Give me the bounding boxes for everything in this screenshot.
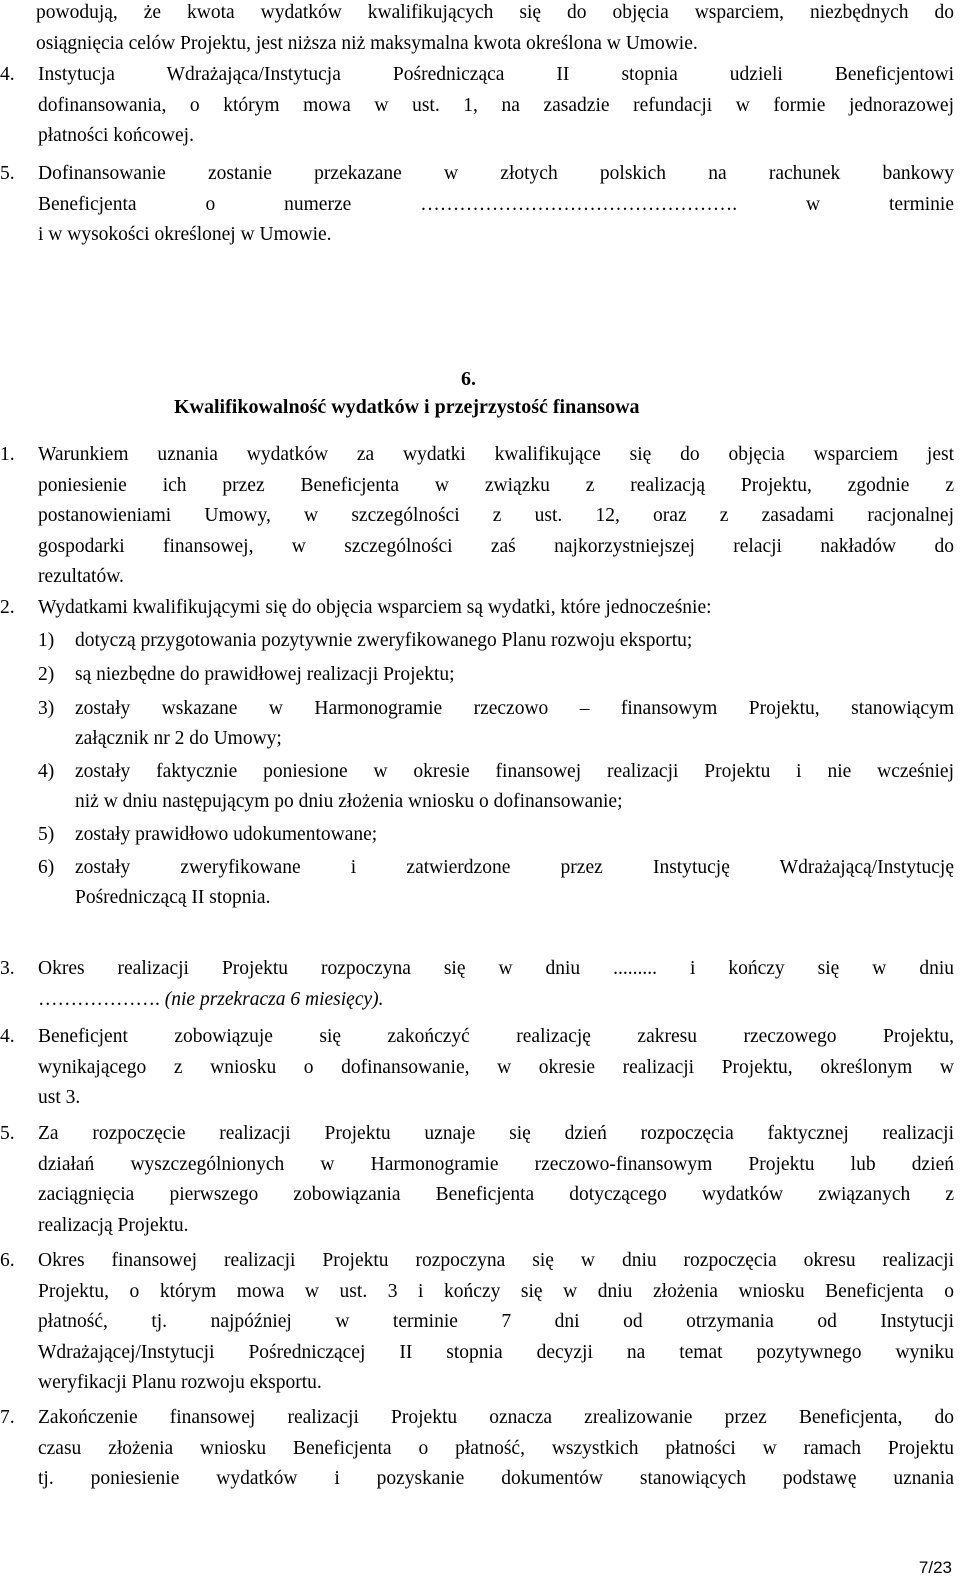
text-line: zostały faktycznie poniesione w okresie finansowej realizacji Projektu i nie wcześniej bbox=[75, 761, 954, 782]
text-line: rezultatów. bbox=[38, 566, 124, 587]
text-line: Instytucja Wdrażająca/Instytucja Pośrednicząca II stopnia udzieli Beneficjentowi bbox=[38, 64, 954, 85]
text-line: Wydatkami kwalifikującymi się do objęcia wsparciem są wydatki, które jednocześnie: bbox=[38, 597, 712, 618]
text-line: Warunkiem uznania wydatków za wydatki kwalifikujące się do objęcia wsparciem jest bbox=[38, 444, 954, 465]
duration-note: (nie przekracza 6 miesięcy). bbox=[164, 988, 384, 1010]
text-line: osiągnięcia celów Projektu, jest niższa niż maksymalna kwota określona w Umowie. bbox=[36, 32, 698, 54]
text-line: Projektu, o którym mowa w ust. 3 i kończy się w dniu złożenia wniosku Beneficjenta o bbox=[38, 1280, 954, 1302]
paragraph-6 bbox=[38, 1246, 954, 1399]
text-line: dofinansowania, o którym mowa w ust. 1, na zasadzie refundacji w formie jednorazowej bbox=[38, 94, 954, 116]
text-line: Pośredniczącą II stopnia. bbox=[75, 887, 271, 908]
text-line: weryfikacji Planu rozwoju eksportu. bbox=[38, 1372, 322, 1393]
list-item bbox=[38, 820, 954, 850]
item-number: 7. bbox=[0, 1407, 15, 1428]
text-line: Wdrażającej/Instytucji Pośredniczącej II stopnia decyzji na temat pozytywnego wyniku bbox=[38, 1341, 954, 1363]
paragraph-5 bbox=[38, 1119, 954, 1241]
item-number: 1. bbox=[0, 444, 15, 465]
text-line: Za rozpoczęcie realizacji Projektu uznaje się dzień rozpoczęcia faktycznej realizacji bbox=[38, 1123, 954, 1144]
text-line: są niezbędne do prawidłowej realizacji Projektu; bbox=[75, 664, 455, 685]
text-line: zaciągnięcia pierwszego zobowiązania Beneficjenta dotyczącego wydatków związanych z bbox=[38, 1184, 954, 1205]
text-line: ust 3. bbox=[38, 1087, 81, 1108]
list-item bbox=[38, 660, 954, 690]
paragraph-item-4 bbox=[38, 60, 954, 152]
text-line: niż w dniu następującym po dniu złożenia wniosku o dofinansowanie; bbox=[75, 791, 623, 812]
list-marker: 4) bbox=[38, 761, 55, 782]
text-line: Okres finansowej realizacji Projektu rozpoczyna się w dniu rozpoczęcia okresu realizacji bbox=[38, 1250, 954, 1271]
item-number: 4. bbox=[0, 1026, 15, 1047]
text-line: płatność, tj. najpóźniej w terminie 7 dni od otrzymania od Instytucji bbox=[38, 1311, 954, 1332]
text-line: tj. poniesienie wydatków i pozyskanie dokumentów stanowiących podstawę uznania bbox=[38, 1468, 954, 1489]
text-line: płatności końcowej. bbox=[38, 125, 194, 146]
list-item bbox=[38, 626, 954, 656]
paragraph-item-5 bbox=[38, 159, 954, 251]
date-placeholder-dots: ………………. bbox=[38, 988, 160, 1010]
text-line bbox=[38, 985, 954, 1016]
text-line: powodują, że kwota wydatków kwalifikujących się do objęcia wsparciem, niezbędnych do bbox=[36, 2, 954, 23]
list-marker: 6) bbox=[38, 857, 55, 878]
text-line: i w wysokości określonej w Umowie. bbox=[38, 224, 332, 245]
list-marker: 1) bbox=[38, 630, 55, 651]
paragraph-2 bbox=[38, 593, 954, 624]
section-number: 6. bbox=[461, 368, 476, 390]
text-line: zostały zweryfikowane i zatwierdzone przez Instytucję Wdrażającą/Instytucję bbox=[75, 857, 954, 878]
text-line: zostały wskazane w Harmonogramie rzeczowo – finansowym Projektu, stanowiącym bbox=[75, 698, 954, 719]
paragraph-continuation bbox=[36, 0, 954, 59]
text-line: wynikającego z wniosku o dofinansowanie, w okresie realizacji Projektu, określonym w bbox=[38, 1056, 954, 1078]
text-line: poniesienie ich przez Beneficjenta w związku z realizacją Projektu, zgodnie z bbox=[38, 474, 954, 496]
item-number: 2. bbox=[0, 597, 15, 618]
paragraph-1 bbox=[38, 440, 954, 593]
text-line: Beneficjenta o numerze …………………………………………. w terminie bbox=[38, 193, 954, 215]
page-number: 7/23 bbox=[918, 1558, 952, 1577]
list-marker: 3) bbox=[38, 698, 55, 719]
item-number: 3. bbox=[0, 958, 15, 979]
list-item bbox=[38, 853, 954, 913]
item-number: 5. bbox=[0, 1123, 15, 1144]
text-line: Beneficjent zobowiązuje się zakończyć realizację zakresu rzeczowego Projektu, bbox=[38, 1026, 954, 1047]
text-line: realizacją Projektu. bbox=[38, 1214, 189, 1236]
text-line: Zakończenie finansowej realizacji Projektu oznacza zrealizowanie przez Beneficjenta, do bbox=[38, 1407, 954, 1428]
list-item bbox=[38, 694, 954, 754]
text-line: działań wyszczególnionych w Harmonogramie rzeczowo-finansowym Projektu lub dzień bbox=[38, 1153, 954, 1175]
text-line: zostały prawidłowo udokumentowane; bbox=[75, 824, 378, 845]
item-number: 4. bbox=[0, 64, 15, 85]
list-marker: 5) bbox=[38, 824, 55, 845]
text-line: czasu złożenia wniosku Beneficjenta o płatność, wszystkich płatności w ramach Projektu bbox=[38, 1437, 954, 1459]
text-line: gospodarki finansowej, w szczególności zaś najkorzystniejszej relacji nakładów do bbox=[38, 535, 954, 557]
section-title: Kwalifikowalność wydatków i przejrzystość finansowa bbox=[174, 396, 640, 418]
text-line: postanowieniami Umowy, w szczególności z ust. 12, oraz z zasadami racjonalnej bbox=[38, 505, 954, 526]
text-line: Okres realizacji Projektu rozpoczyna się w dniu ......... i kończy się w dniu bbox=[38, 958, 954, 979]
text-line: załącznik nr 2 do Umowy; bbox=[75, 728, 282, 749]
item-number: 6. bbox=[0, 1250, 15, 1271]
paragraph-3 bbox=[38, 954, 954, 1015]
text-line: dotyczą przygotowania pozytywnie zweryfikowanego Planu rozwoju eksportu; bbox=[75, 630, 693, 651]
list-marker: 2) bbox=[38, 664, 55, 685]
paragraph-4 bbox=[38, 1022, 954, 1114]
item-number: 5. bbox=[0, 163, 15, 184]
text-line: Dofinansowanie zostanie przekazane w złotych polskich na rachunek bankowy bbox=[38, 163, 954, 184]
paragraph-7 bbox=[38, 1403, 954, 1495]
list-item bbox=[38, 757, 954, 817]
